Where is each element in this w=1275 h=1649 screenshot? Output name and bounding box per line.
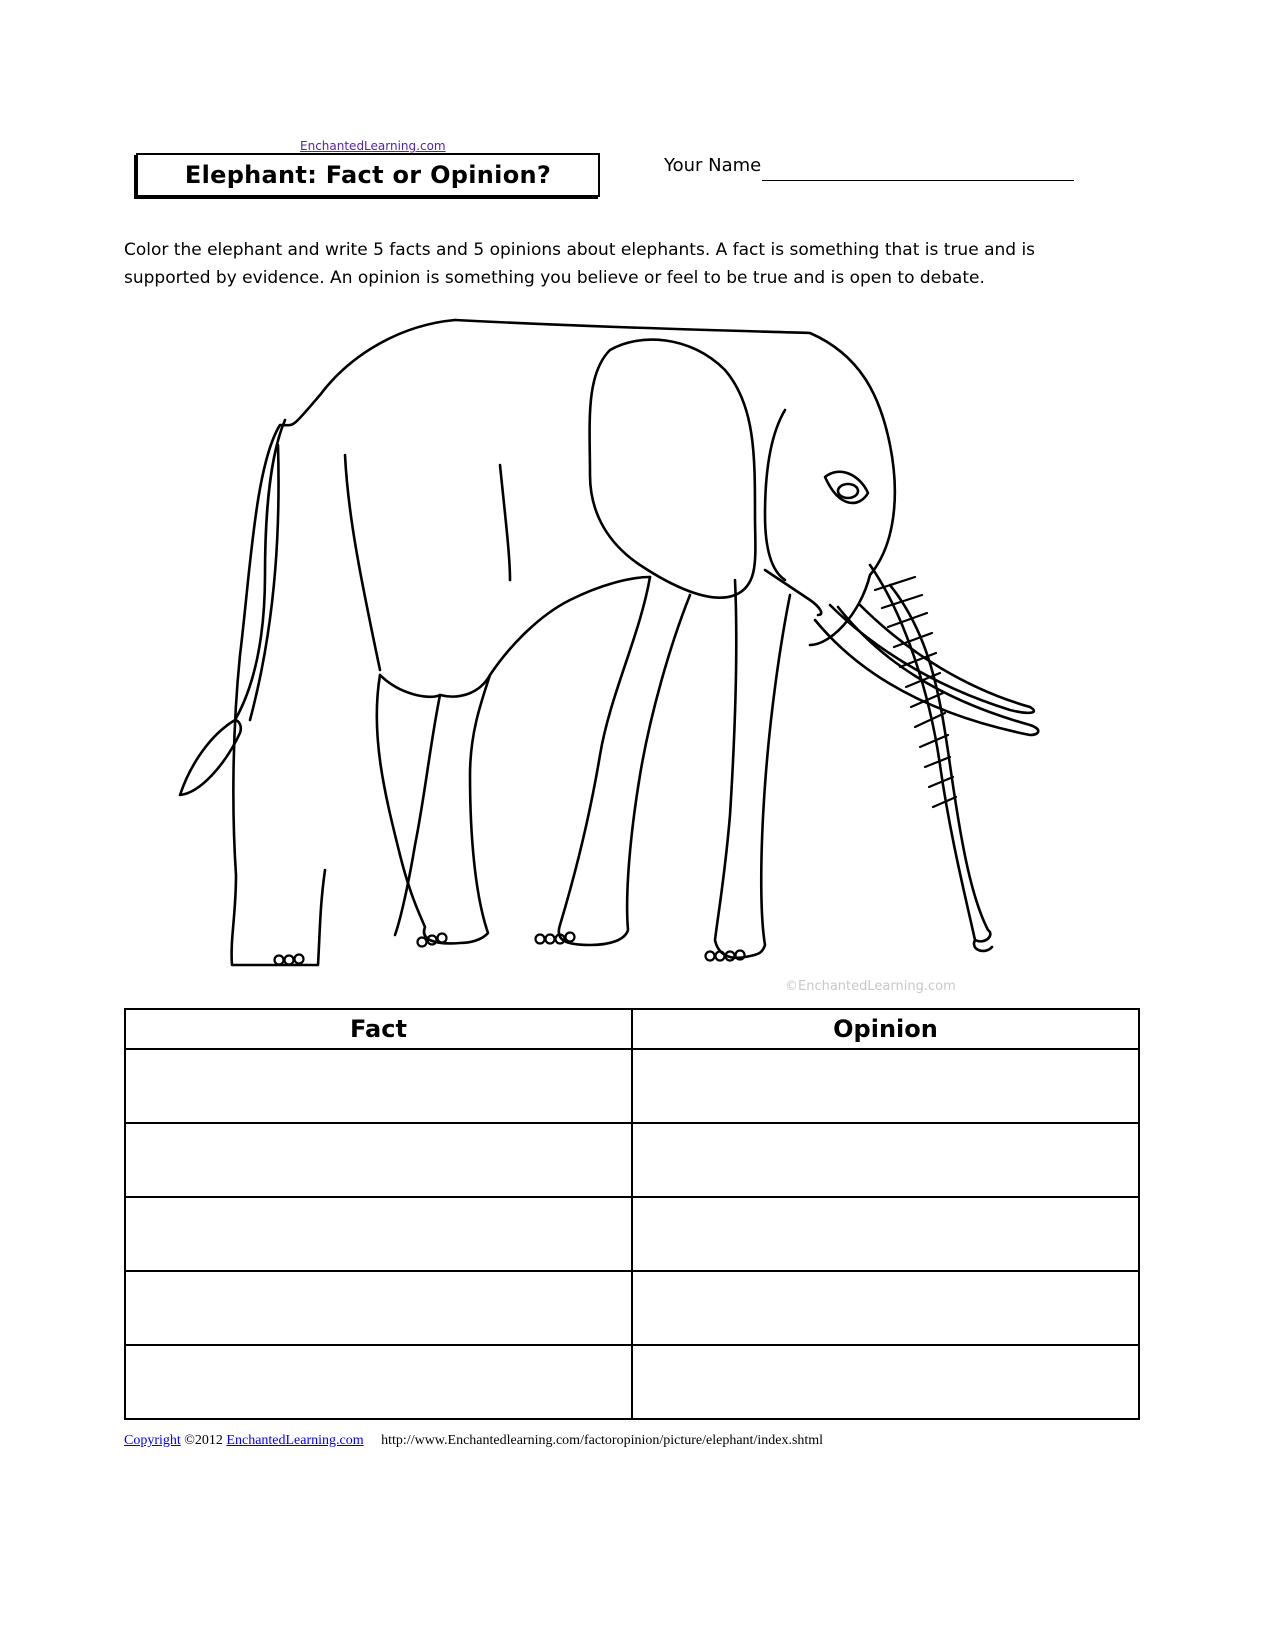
elephant-back-leg <box>377 675 490 943</box>
elephant-front-leg-far <box>559 577 690 945</box>
name-label: Your Name <box>664 155 762 176</box>
opinion-cell[interactable] <box>632 1345 1139 1419</box>
footer-site-link[interactable]: EnchantedLearning.com <box>226 1433 364 1448</box>
table-row <box>125 1197 1139 1271</box>
elephant-belly <box>380 577 650 697</box>
copyright-year: ©2012 <box>184 1433 223 1448</box>
worksheet-title: Elephant: Fact or Opinion? <box>136 153 600 197</box>
page-url: http://www.Enchantedlearning.com/factoropinion/picture/elephant/index.shtml <box>381 1433 824 1448</box>
fact-cell[interactable] <box>125 1123 632 1197</box>
instructions-text: Color the elephant and write 5 facts and 5 opinions about elephants. A fact is something that is true and is supported by evidence. An opinion is something you believe or feel to be true and is open to debate. <box>124 240 1036 288</box>
fact-cell[interactable] <box>125 1049 632 1123</box>
opinion-cell[interactable] <box>632 1049 1139 1123</box>
site-link-top[interactable]: EnchantedLearning.com <box>300 139 446 153</box>
name-write-line <box>762 180 1074 181</box>
table-row <box>125 1345 1139 1419</box>
illustration-watermark: ©EnchantedLearning.com <box>785 979 956 994</box>
fact-column-header: Fact <box>125 1009 632 1049</box>
opinion-column-header: Opinion <box>632 1009 1139 1049</box>
fact-cell[interactable] <box>125 1271 632 1345</box>
table-row <box>125 1123 1139 1197</box>
opinion-cell[interactable] <box>632 1123 1139 1197</box>
elephant-tusk-2 <box>815 607 1038 735</box>
fact-cell[interactable] <box>125 1345 632 1419</box>
fact-opinion-table <box>124 1008 1140 1420</box>
elephant-front-leg <box>715 580 790 958</box>
fact-cell[interactable] <box>125 1197 632 1271</box>
footer <box>124 1433 823 1449</box>
elephant-trunk <box>870 565 990 941</box>
copyright-link[interactable]: Copyright <box>124 1433 181 1448</box>
table-header-row <box>125 1009 1139 1049</box>
elephant-ear <box>590 340 756 598</box>
opinion-cell[interactable] <box>632 1197 1139 1271</box>
table-row <box>125 1049 1139 1123</box>
opinion-cell[interactable] <box>632 1271 1139 1345</box>
elephant-forehead <box>765 410 785 580</box>
elephant-illustration <box>170 315 1090 1015</box>
elephant-tail-tuft <box>180 720 241 795</box>
table-row <box>125 1271 1139 1345</box>
